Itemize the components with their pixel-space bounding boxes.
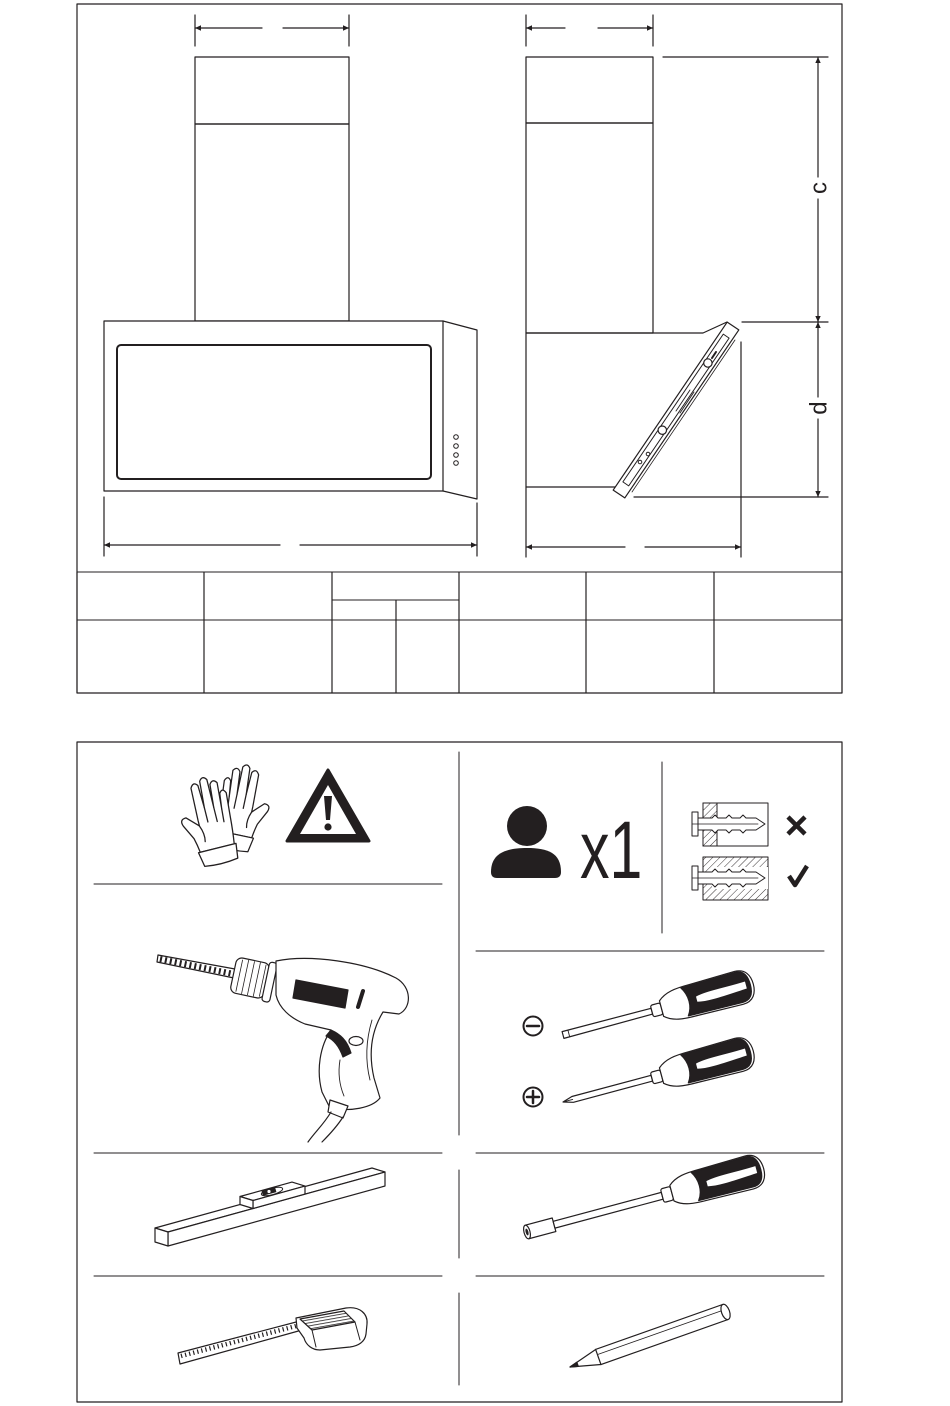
protective-gloves-icon <box>172 761 276 870</box>
table-subheader-cell <box>396 600 459 620</box>
hood-body-front <box>104 321 443 491</box>
pencil-icon <box>567 1303 732 1375</box>
table-cell <box>77 620 204 693</box>
table-cell <box>459 620 586 693</box>
table-cell <box>586 620 714 693</box>
lower-chimney-front <box>195 124 349 321</box>
dimension-label-d: d <box>805 401 833 415</box>
table-cell <box>204 620 332 693</box>
wall-anchors <box>692 803 807 900</box>
hood-side-face <box>443 321 477 499</box>
warning-triangle-icon <box>287 770 369 841</box>
table-header-cell <box>77 572 204 620</box>
tools-panel <box>77 742 842 1402</box>
electric-drill-icon <box>157 955 408 1142</box>
dimension-table <box>77 572 842 693</box>
person-icon <box>491 806 561 878</box>
dimension-drawing-panel <box>77 4 842 693</box>
hood-body-side <box>526 322 727 487</box>
people-count: x1 <box>580 804 643 897</box>
screwdrivers <box>524 968 758 1119</box>
table-header-cell <box>204 572 332 620</box>
table-header-cell <box>459 572 586 620</box>
lower-chimney-side <box>526 123 653 333</box>
installers-required <box>491 805 642 897</box>
spirit-level-icon <box>155 1168 385 1246</box>
hood-side-view <box>526 57 741 557</box>
anchor-hollow-wall <box>692 803 768 846</box>
plus-circle-icon <box>524 1088 543 1107</box>
control-buttons <box>454 435 459 466</box>
slotted-screwdriver-icon <box>559 968 758 1052</box>
upper-chimney-front <box>195 57 349 124</box>
panel-knob <box>658 426 666 434</box>
dimension-chimney-width-side <box>526 15 653 46</box>
panel-knob <box>704 359 712 367</box>
check-icon <box>789 866 807 885</box>
dimension-hood-width <box>104 497 477 556</box>
upper-chimney-side <box>526 57 653 123</box>
tape-measure-icon <box>178 1308 367 1364</box>
table-cell <box>332 620 396 693</box>
table-header-group-cell <box>332 572 459 600</box>
table-header-cell <box>714 572 842 620</box>
anchor-solid-wall <box>692 857 768 900</box>
table-cell <box>714 620 842 693</box>
table-cell <box>396 620 459 693</box>
tilted-front-panel <box>613 322 739 498</box>
minus-circle-icon <box>524 1017 543 1036</box>
cross-icon <box>788 817 805 834</box>
hood-front-view <box>104 57 477 499</box>
socket-driver-icon <box>520 1152 768 1249</box>
table-header-cell <box>586 572 714 620</box>
dimension-label-c: c <box>805 182 833 194</box>
phillips-screwdriver-icon <box>559 1035 758 1119</box>
table-subheader-cell <box>332 600 396 620</box>
dimension-chimney-width-front <box>195 15 349 46</box>
